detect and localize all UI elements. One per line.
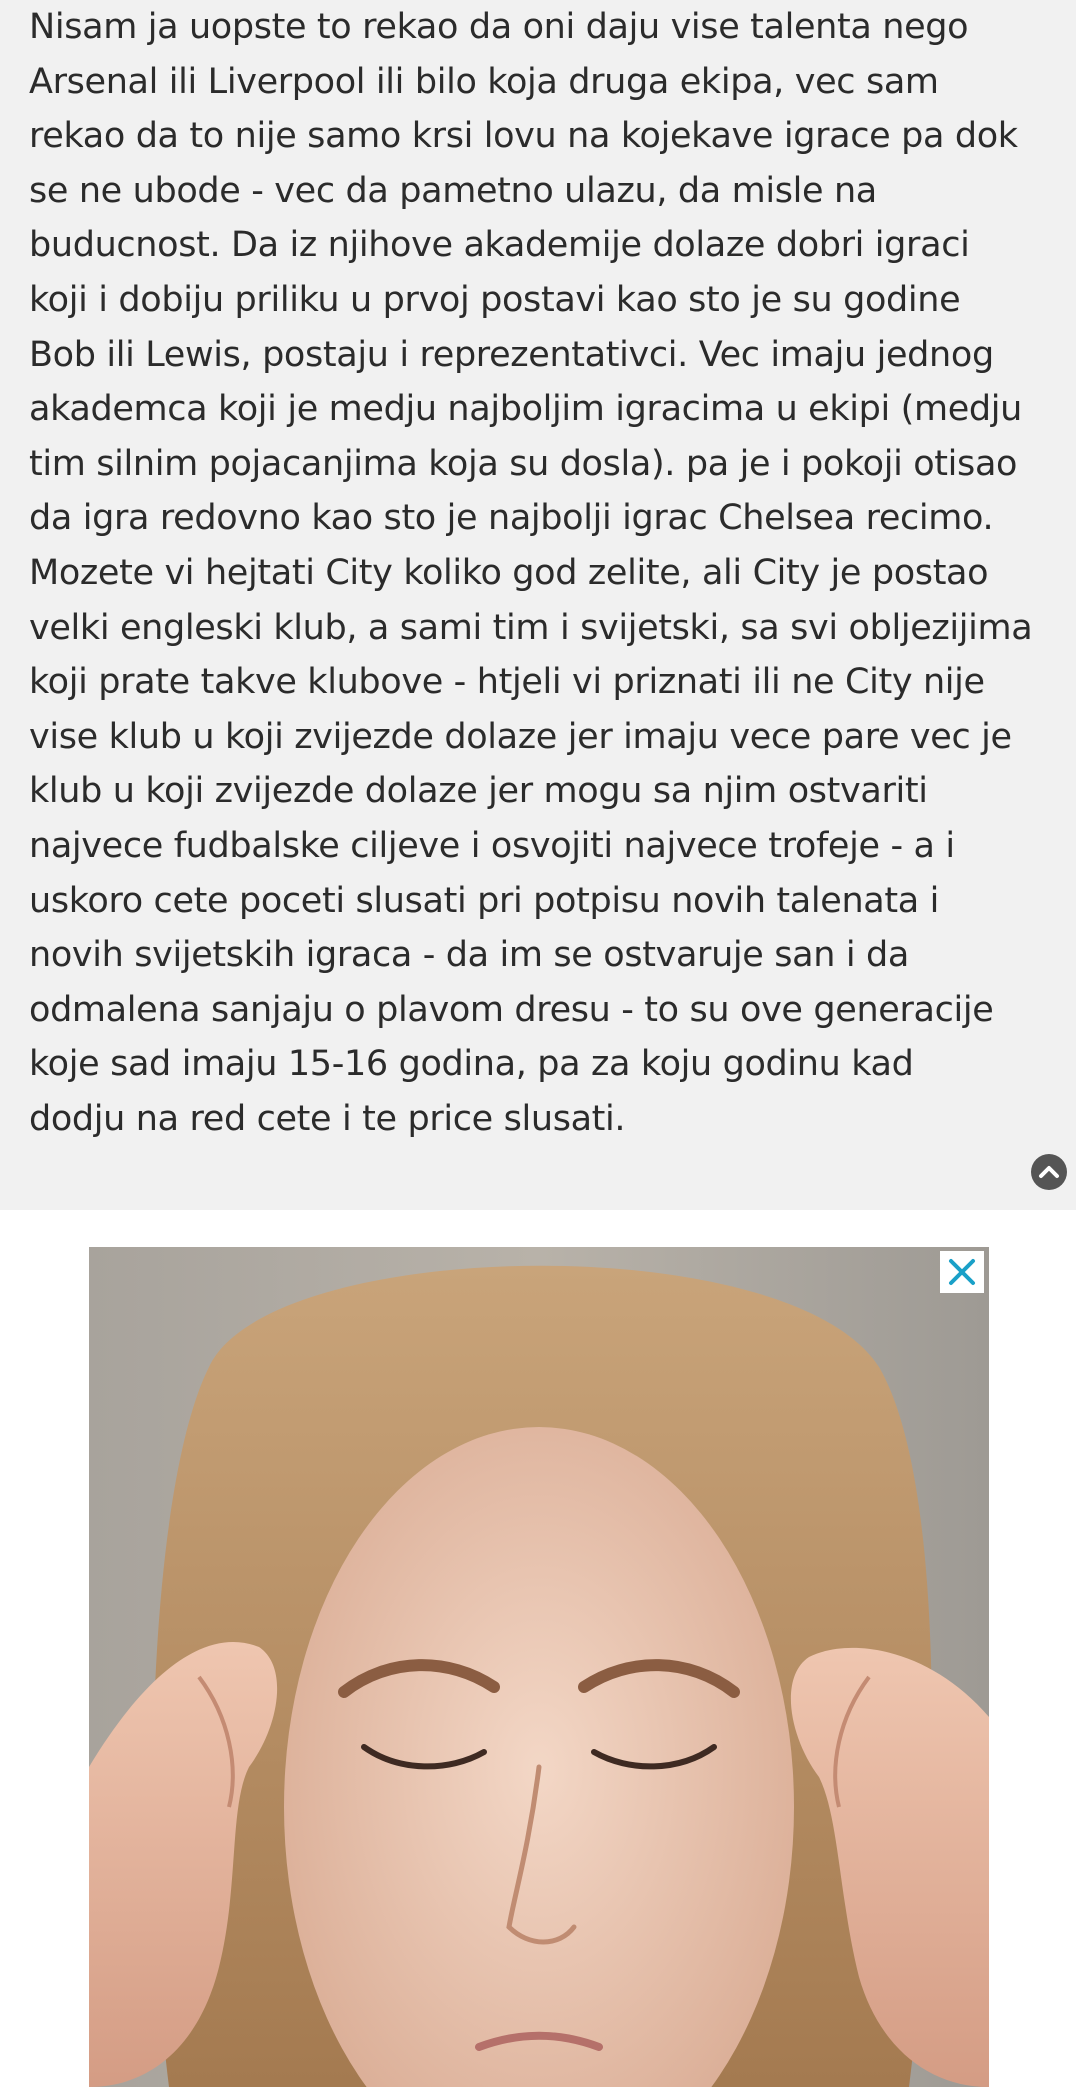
advertisement[interactable] bbox=[89, 1247, 989, 2087]
chevron-up-circle-icon bbox=[1031, 1154, 1067, 1190]
ad-close-button[interactable] bbox=[940, 1251, 984, 1293]
close-icon bbox=[940, 1251, 984, 1293]
comment-text: Nisam ja uopste to rekao da oni daju vise talenta nego Arsenal ili Liverpool ili bilo koja druga ekipa, vec sam rekao da to nije samo krsi lovu na kojekave igrace pa dok se ne ubode - vec da pametno ulazu, da misle na buducnost. Da iz njihove akademije dolaze dobri igraci koji i dobiju priliku u prvoj postavi kao sto je su godine Bob ili Lewis, postaju i reprezentativci. Vec imaju jednog akademca koji je medju najboljim igracima u ekipi (medju tim silnim pojacanjima koja su dosla). pa je i pokoji otisao da igra redovno kao sto je najbolji igrac Chelsea recimo. Mozete vi hejtati City koliko god zelite, ali City je postao velki engleski klub, a sami tim i svijetski, sa svi obljezijima koji prate takve klubove - htjeli vi priznati ili ne City nije vise klub u koji zvijezde dolaze jer imaju vece pare vec je klub u koji zvijezde dolaze jer mogu sa njim ostvariti najvece fudbalske ciljeve i osvojiti najvece trofeje - a i uskoro cete poceti slusati pri potpisu novih talenata i novih svijetskih igraca - da im se ostvaruje san i da odmalena sanjaju o plavom dresu - to su ove generacije koje sad imaju 15-16 godina, pa za koju godinu kad dodju na red cete i te price slusati. bbox=[29, 7, 1033, 1139]
scroll-to-top-button[interactable] bbox=[1031, 1154, 1067, 1190]
ad-photo[interactable] bbox=[89, 1247, 989, 2087]
